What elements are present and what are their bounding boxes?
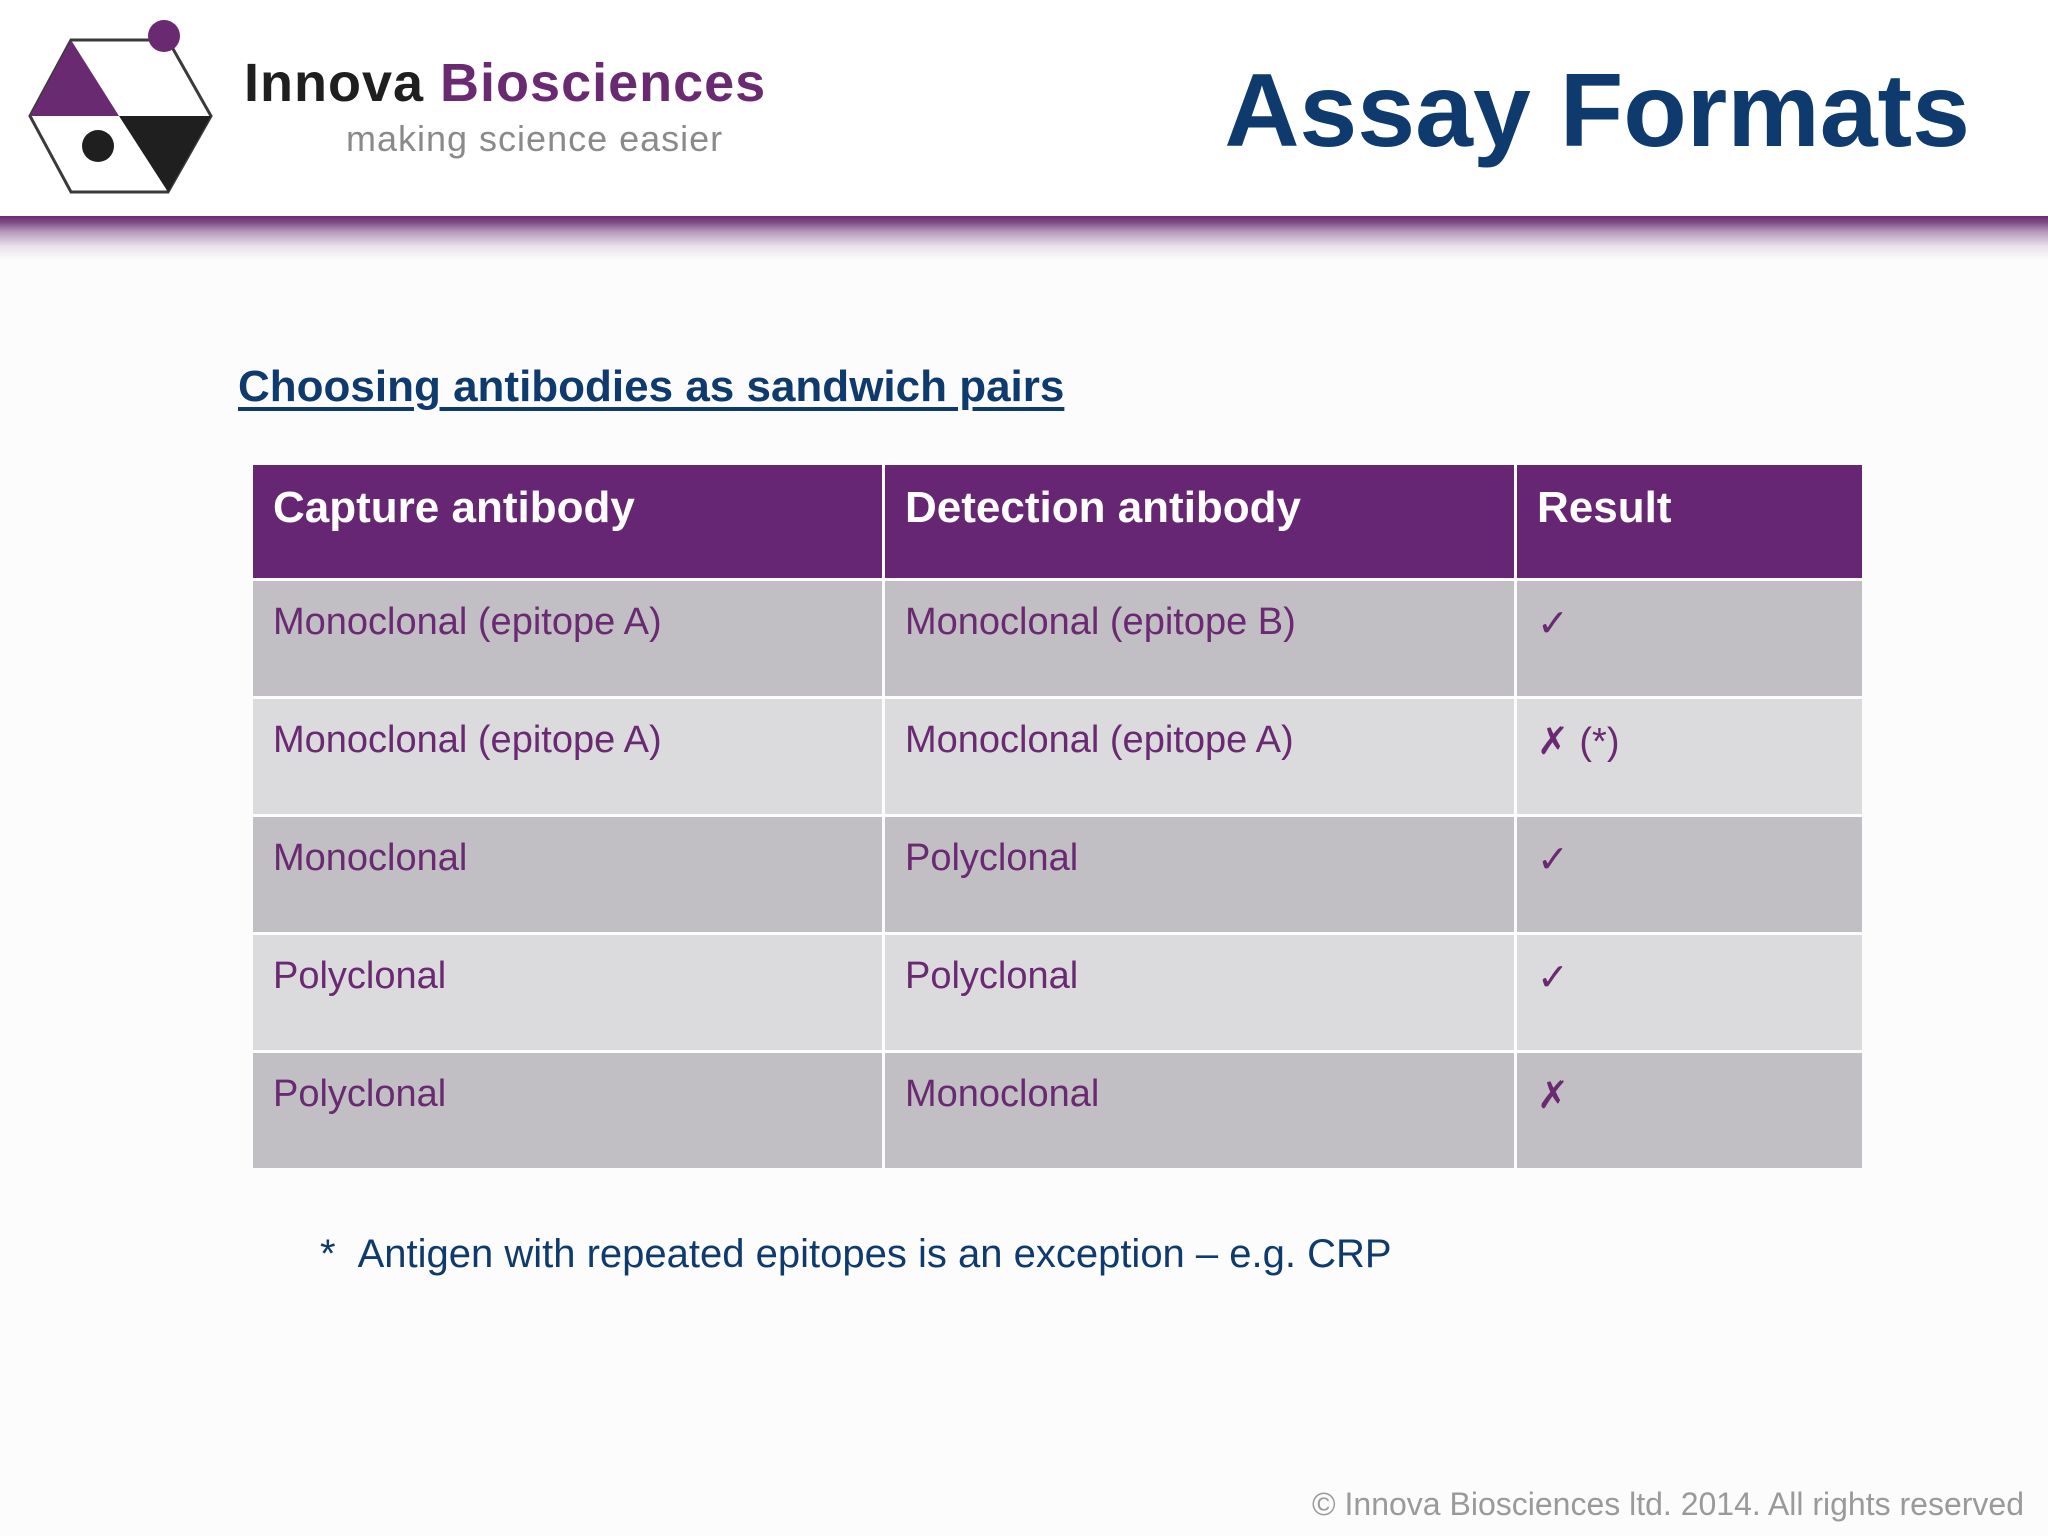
cell-detection: Polyclonal <box>884 816 1516 934</box>
cell-result: ✗ <box>1516 1052 1864 1170</box>
table-row <box>252 1052 1864 1170</box>
footnote-text: Antigen with repeated epitopes is an exception – e.g. CRP <box>357 1232 1392 1276</box>
header-capture: Capture antibody <box>252 464 884 580</box>
footnote-marker: * <box>320 1232 336 1276</box>
table-header-row <box>252 464 1864 580</box>
cell-detection: Monoclonal (epitope B) <box>884 580 1516 698</box>
brand-name-part2: Biosciences <box>440 53 767 113</box>
table-row <box>252 934 1864 1052</box>
header-result: Result <box>1516 464 1864 580</box>
table-row <box>252 580 1864 698</box>
copyright-notice: © Innova Biosciences ltd. 2014. All rights reserved <box>1312 1486 2024 1522</box>
header-divider <box>0 216 2048 260</box>
brand-name <box>244 52 766 114</box>
brand-tagline: making science easier <box>346 118 724 159</box>
footnote <box>320 1232 1392 1277</box>
cell-result: ✓ <box>1516 934 1864 1052</box>
cell-result: ✓ <box>1516 816 1864 934</box>
cell-detection: Monoclonal (epitope A) <box>884 698 1516 816</box>
table-row <box>252 816 1864 934</box>
cell-result: ✗ (*) <box>1516 698 1864 816</box>
brand-name-part1: Innova <box>244 53 425 113</box>
page-title: Assay Formats <box>1224 53 1970 169</box>
cell-capture: Monoclonal (epitope A) <box>252 698 884 816</box>
table-row <box>252 698 1864 816</box>
antibody-pairs-table <box>250 462 1865 1171</box>
cell-detection: Monoclonal <box>884 1052 1516 1170</box>
cell-capture: Monoclonal <box>252 816 884 934</box>
cell-capture: Polyclonal <box>252 934 884 1052</box>
logo-hexagon-icon <box>26 18 216 196</box>
section-subtitle: Choosing antibodies as sandwich pairs <box>238 362 1065 411</box>
header <box>0 0 2048 218</box>
cell-capture: Monoclonal (epitope A) <box>252 580 884 698</box>
cell-capture: Polyclonal <box>252 1052 884 1170</box>
cell-result: ✓ <box>1516 580 1864 698</box>
header-detection: Detection antibody <box>884 464 1516 580</box>
cell-detection: Polyclonal <box>884 934 1516 1052</box>
